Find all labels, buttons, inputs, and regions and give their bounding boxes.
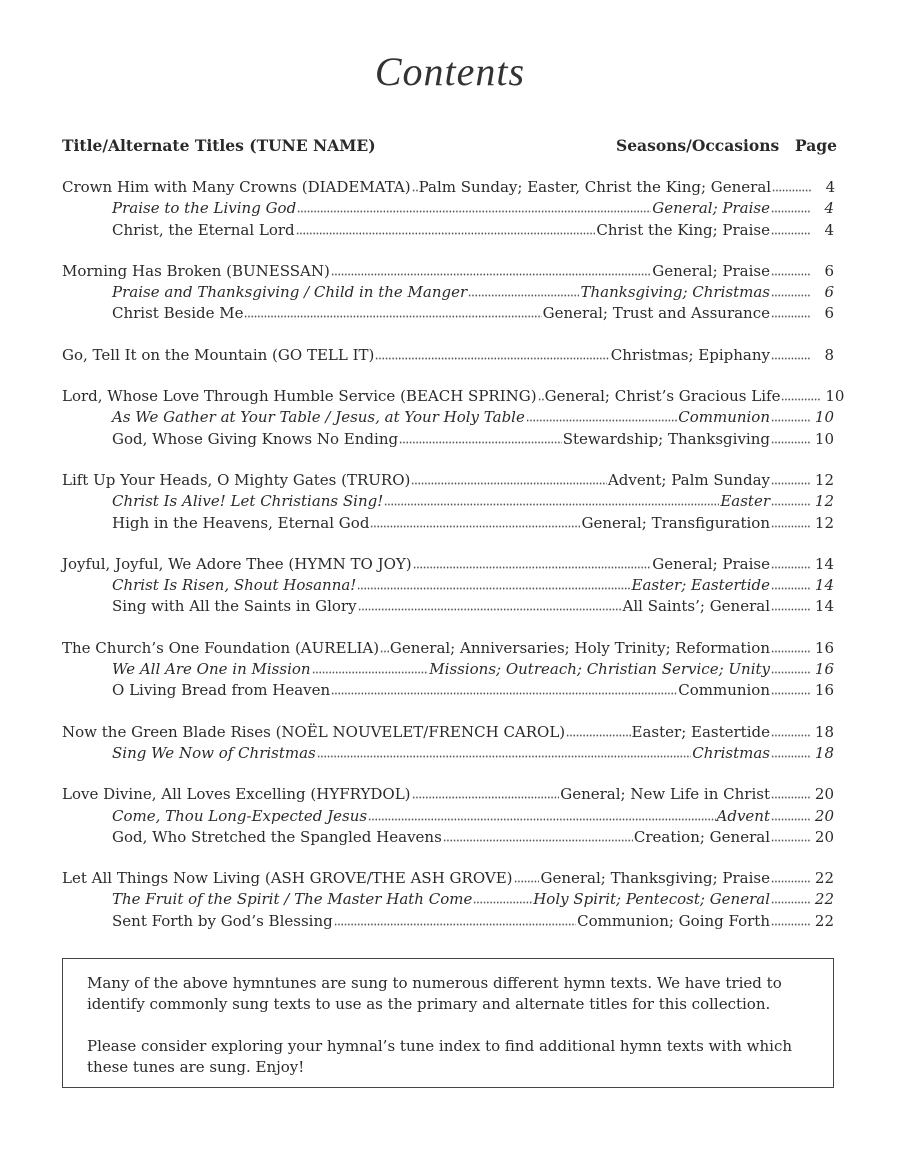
hymn-group — [62, 785, 834, 849]
hymn-title: Lord, Whose Love Through Humble Service (BEACH SPRING) — [62, 387, 537, 406]
dot-leader — [781, 398, 821, 401]
hymn-group — [62, 723, 834, 766]
dot-leader — [514, 880, 540, 883]
dot-leader — [771, 273, 811, 276]
seasons-occasions: All Saints’; General — [622, 597, 770, 616]
seasons-occasions: Communion — [678, 408, 770, 427]
hymn-entry — [62, 555, 834, 576]
hymn-title: Morning Has Broken (BUNESSAN) — [62, 261, 330, 280]
hymn-entry — [62, 471, 834, 492]
dot-leader — [771, 796, 811, 799]
page-title: Contents — [374, 49, 526, 94]
alternate-title: God, Who Stretched the Spangled Heavens — [112, 827, 442, 846]
seasons-occasions: General; Transfiguration — [581, 513, 770, 532]
page-number: 4 — [824, 220, 834, 239]
alternate-title-entry — [62, 576, 834, 597]
hymn-group — [62, 387, 845, 451]
alternate-title: Sing with All the Saints in Glory — [112, 597, 357, 616]
seasons-occasions: Creation; General — [633, 827, 770, 846]
seasons-occasions: General; Christ’s Gracious Life — [544, 387, 781, 406]
note-paragraph-2: Please consider exploring your hymnal’s tune index to find additional hymn texts with which these tunes are sung. Enjoy! — [87, 1037, 793, 1076]
page-number: 10 — [814, 408, 834, 427]
seasons-occasions: Easter — [720, 492, 770, 511]
seasons-occasions: Thanksgiving; Christmas — [580, 283, 770, 302]
alternate-title-entry — [62, 408, 834, 429]
alternate-title: O Living Bread from Heaven — [112, 681, 331, 700]
hymn-group — [62, 346, 834, 367]
seasons-occasions: General; Trust and Assurance — [542, 304, 770, 323]
dot-leader — [244, 315, 541, 318]
page-number: 20 — [814, 806, 834, 825]
dot-leader — [771, 839, 811, 842]
hymn-entry — [62, 178, 834, 199]
hymn-entry — [62, 785, 834, 806]
dot-leader — [443, 839, 633, 842]
seasons-occasions: Communion — [678, 681, 770, 700]
dot-leader — [526, 419, 677, 422]
alternate-title-entry — [62, 221, 834, 242]
hymn-title: Joyful, Joyful, We Adore Thee (HYMN TO JOY) — [62, 554, 412, 573]
seasons-occasions: Christmas — [692, 743, 770, 762]
seasons-occasions: Easter; Eastertide — [631, 722, 770, 741]
alternate-title-entry — [62, 660, 834, 681]
dot-leader — [312, 671, 429, 674]
dot-leader — [368, 818, 715, 821]
column-header-seasons: Seasons/Occasions — [616, 136, 780, 155]
dot-leader — [331, 273, 651, 276]
dot-leader — [357, 587, 630, 590]
dot-leader — [412, 189, 418, 192]
page-number: 20 — [814, 785, 834, 804]
dot-leader — [334, 923, 576, 926]
alternate-title-entry — [62, 430, 834, 451]
hymn-group — [62, 869, 834, 933]
page-number: 14 — [814, 576, 834, 595]
dot-leader — [297, 210, 651, 213]
seasons-occasions: General; Praise — [652, 199, 770, 218]
alternate-title-entry — [62, 492, 834, 513]
page-number: 6 — [824, 304, 834, 323]
dot-leader — [771, 671, 811, 674]
page-number: 18 — [814, 722, 834, 741]
hymn-group — [62, 471, 834, 535]
hymn-title: Go, Tell It on the Mountain (GO TELL IT) — [62, 345, 375, 364]
hymn-group — [62, 555, 834, 619]
dot-leader — [771, 294, 811, 297]
hymn-entry — [62, 262, 834, 283]
seasons-occasions: Advent; Palm Sunday — [607, 470, 770, 489]
dot-leader — [375, 357, 609, 360]
page-number: 22 — [814, 890, 834, 909]
hymn-entry — [62, 723, 834, 744]
dot-leader — [370, 525, 580, 528]
dot-leader — [771, 692, 811, 695]
seasons-occasions: General; New Life in Christ — [560, 785, 770, 804]
alternate-title: The Fruit of the Spirit / The Master Hath Come — [112, 890, 473, 909]
dot-leader — [384, 503, 719, 506]
dot-leader — [566, 734, 630, 737]
alternate-title: God, Whose Giving Knows No Ending — [112, 429, 399, 448]
dot-leader — [317, 755, 692, 758]
dot-leader — [771, 232, 811, 235]
alternate-title: Christ Is Risen, Shout Hosanna! — [112, 576, 357, 595]
hymn-group — [62, 639, 834, 703]
hymn-entry — [62, 869, 834, 890]
contents-list — [62, 178, 845, 953]
alternate-title-entry — [62, 283, 834, 304]
dot-leader — [771, 210, 811, 213]
seasons-occasions: Holy Spirit; Pentecost; General — [533, 890, 770, 909]
seasons-occasions: General; Thanksgiving; Praise — [540, 869, 770, 888]
alternate-title-entry — [62, 890, 834, 911]
column-header-title: Title/Alternate Titles (TUNE NAME) — [62, 136, 376, 155]
dot-leader — [771, 923, 811, 926]
dot-leader — [771, 587, 811, 590]
dot-leader — [413, 566, 652, 569]
seasons-occasions: Stewardship; Thanksgiving — [562, 429, 770, 448]
alternate-title-entry — [62, 597, 834, 618]
hymn-title: Now the Green Blade Rises (NOËL NOUVELET/FRENCH CAROL) — [62, 722, 566, 741]
dot-leader — [771, 525, 811, 528]
seasons-occasions: Missions; Outreach; Christian Service; Unity — [429, 660, 770, 679]
alternate-title-entry — [62, 744, 834, 765]
alternate-title: Christ Is Alive! Let Christians Sing! — [112, 492, 384, 511]
dot-leader — [771, 315, 811, 318]
dot-leader — [358, 608, 622, 611]
dot-leader — [771, 482, 811, 485]
page-number: 16 — [814, 660, 834, 679]
page-number: 18 — [814, 743, 834, 762]
page-number: 12 — [814, 513, 834, 532]
alternate-title: Sent Forth by God’s Blessing — [112, 911, 333, 930]
dot-leader — [771, 650, 811, 653]
hymn-title: The Church’s One Foundation (AURELIA) — [62, 638, 380, 657]
page-number: 10 — [814, 429, 834, 448]
dot-leader — [771, 503, 811, 506]
hymn-title: Crown Him with Many Crowns (DIADEMATA) — [62, 178, 411, 196]
seasons-occasions: Easter; Eastertide — [631, 576, 770, 595]
page-number: 14 — [814, 597, 834, 616]
page-number: 22 — [814, 869, 834, 888]
dot-leader — [468, 294, 579, 297]
page-number: 22 — [814, 911, 834, 930]
dot-leader — [296, 232, 596, 235]
dot-leader — [331, 692, 677, 695]
page-number: 6 — [824, 261, 834, 280]
seasons-occasions: Christmas; Epiphany — [610, 345, 770, 364]
seasons-occasions: Christ the King; Praise — [596, 220, 770, 239]
alternate-title-entry — [62, 912, 834, 933]
alternate-title: We All Are One in Mission — [112, 660, 311, 679]
column-header-page: Page — [795, 136, 837, 155]
seasons-occasions: Palm Sunday; Easter, Christ the King; General — [418, 178, 772, 196]
alternate-title: Come, Thou Long-Expected Jesus — [112, 806, 368, 825]
page-number: 20 — [814, 827, 834, 846]
alternate-title: Christ Beside Me — [112, 304, 244, 323]
dot-leader — [538, 398, 544, 401]
dot-leader — [771, 608, 811, 611]
seasons-occasions: General; Praise — [652, 554, 770, 573]
page-number: 12 — [814, 470, 834, 489]
hymn-title: Let All Things Now Living (ASH GROVE/THE ASH GROVE) — [62, 869, 513, 888]
alternate-title-entry — [62, 304, 834, 325]
hymn-entry — [62, 346, 834, 367]
dot-leader — [771, 357, 811, 360]
hymn-title: Lift Up Your Heads, O Mighty Gates (TRURO) — [62, 470, 411, 489]
hymn-entry — [62, 387, 845, 408]
alternate-title-entry — [62, 807, 834, 828]
dot-leader — [771, 901, 811, 904]
dot-leader — [771, 566, 811, 569]
alternate-title: As We Gather at Your Table / Jesus, at Your Holy Table — [112, 408, 525, 427]
alternate-title: Christ, the Eternal Lord — [112, 220, 295, 239]
hymn-title: Love Divine, All Loves Excelling (HYFRYDOL) — [62, 785, 411, 804]
dot-leader — [473, 901, 532, 904]
dot-leader — [380, 650, 389, 653]
dot-leader — [412, 796, 560, 799]
hymn-group — [62, 262, 834, 326]
hymn-group — [62, 178, 834, 242]
page-number: 4 — [824, 199, 834, 218]
note-box — [62, 958, 834, 1088]
dot-leader — [399, 441, 562, 444]
note-paragraph-1: Many of the above hymntunes are sung to numerous different hymn texts. We have tried to identify commonly sung texts to use as the primary and alternate titles for this collection. — [87, 974, 782, 1013]
alternate-title: Sing We Now of Christmas — [112, 743, 316, 762]
page-number: 12 — [814, 492, 834, 511]
dot-leader — [771, 880, 811, 883]
dot-leader — [772, 189, 812, 192]
page-number: 10 — [825, 387, 845, 406]
seasons-occasions: General; Praise — [652, 261, 770, 280]
page-number: 8 — [824, 345, 834, 364]
hymn-entry — [62, 639, 834, 660]
dot-leader — [411, 482, 607, 485]
dot-leader — [771, 734, 811, 737]
dot-leader — [771, 755, 811, 758]
dot-leader — [771, 441, 811, 444]
seasons-occasions: Advent — [716, 806, 770, 825]
seasons-occasions: General; Anniversaries; Holy Trinity; Reformation — [389, 638, 770, 657]
alternate-title-entry — [62, 828, 834, 849]
dot-leader — [771, 419, 811, 422]
page-number: 14 — [814, 554, 834, 573]
page-number: 6 — [824, 283, 834, 302]
alternate-title-entry — [62, 514, 834, 535]
dot-leader — [771, 818, 811, 821]
alternate-title: Praise to the Living God — [112, 199, 297, 218]
alternate-title-entry — [62, 681, 834, 702]
page-number: 4 — [825, 178, 836, 196]
alternate-title: High in the Heavens, Eternal God — [112, 513, 370, 532]
alternate-title-entry — [62, 199, 834, 220]
page-number: 16 — [814, 681, 834, 700]
page-number: 16 — [814, 638, 834, 657]
alternate-title: Praise and Thanksgiving / Child in the Manger — [112, 283, 468, 302]
seasons-occasions: Communion; Going Forth — [577, 911, 770, 930]
